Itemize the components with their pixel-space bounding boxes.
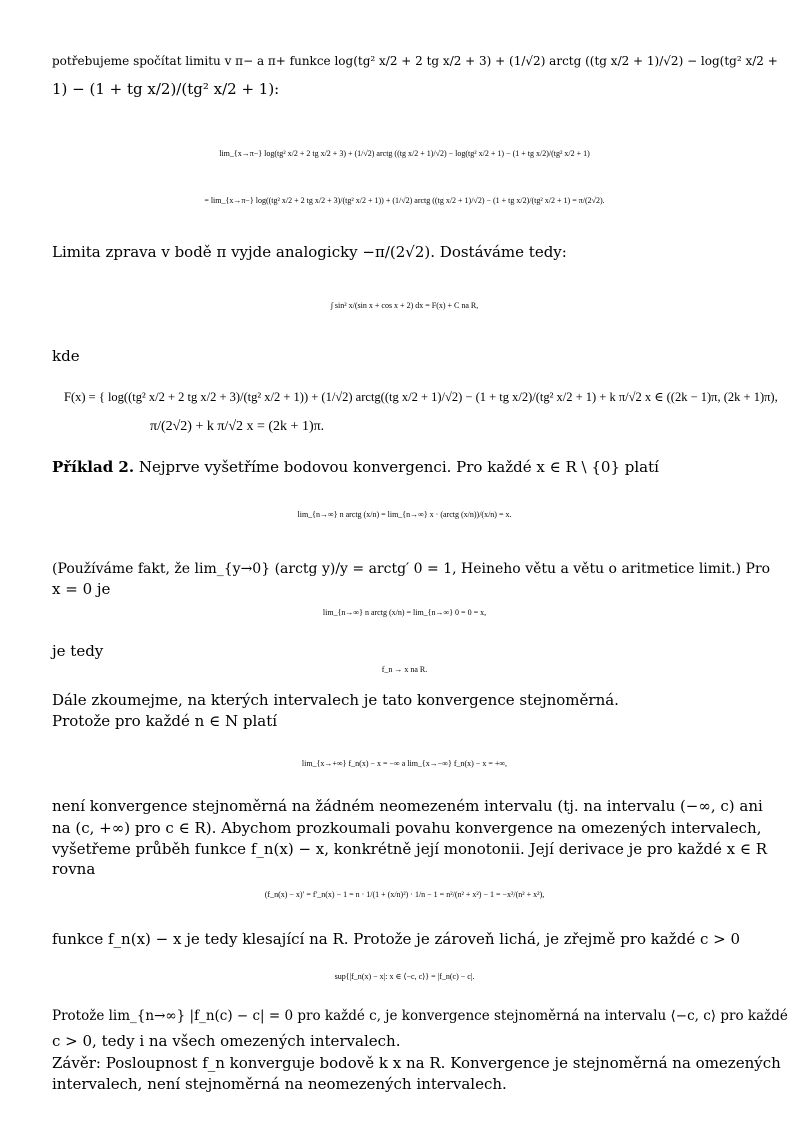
derivative-equation: (f_n(x) − x)′ = f′_n(x) − 1 = n · 1/(1 + (x/n)²) · 1/n − 1 = n²/(n² + x²) − 1 = −x²/(n² + x²), [264, 890, 545, 899]
zero-limit-equation: lim_{n→∞} n arctg (x/n) = lim_{n→∞} 0 = 0 = x, [322, 608, 487, 617]
text-span: Nejprve vyšetříme bodovou konvergenci. Pro každé x ∈ R \ {0} platí [138, 458, 659, 476]
text-line: Protože pro každé n ∈ N platí [52, 712, 278, 730]
piecewise-case-1: F(x) = { log((tg² x/2 + 2 tg x/2 + 3)/(tg² x/2 + 1)) + (1/√2) arctg((tg x/2 + 1)/√2) − (1 + tg x/2)/(tg² x/2 + 1) + k π/√2 x ∈ ((2k − 1)π, (2k + 1)π), [64, 390, 778, 404]
text-line: 1) − (1 + tg x/2)/(tg² x/2 + 1): [52, 80, 280, 98]
conclusion-line: Závěr: Posloupnost f_n konverguje bodově k x na R. Konvergence je stejnoměrná na omezených [52, 1054, 781, 1072]
text-line: Protože lim_{n→∞} |f_n(c) − c| = 0 pro každé c, je konvergence stejnoměrná na intervalu ⟨−c, c⟩ pro každé [52, 1008, 788, 1024]
example-heading: Příklad 2. [52, 458, 135, 476]
text-line: potřebujeme spočítat limitu v π− a π+ funkce log(tg² x/2 + 2 tg x/2 + 3) + (1/√2) arctg ((tg x/2 + 1)/√2) − log(tg² x/2 + [52, 54, 778, 68]
text-line: není konvergence stejnoměrná na žádném neomezeném intervalu (tj. na intervalu (−∞, c) ani [52, 797, 763, 815]
text-line: funkce f_n(x) − x je tedy klesající na R. Protože je zároveň lichá, je zřejmě pro každé c > 0 [52, 930, 741, 948]
text-line: Limita zprava v bodě π vyjde analogicky −π/(2√2). Dostáváme tedy: [52, 243, 567, 261]
piecewise-case-2: π/(2√2) + k π/√2 x = (2k + 1)π. [150, 419, 325, 434]
integral-equation: ∫ sin² x/(sin x + cos x + 2) dx = F(x) + C na R, [330, 301, 479, 310]
pointwise-limit-equation: lim_{n→∞} n arctg (x/n) = lim_{n→∞} x · (arctg (x/n))/(x/n) = x. [297, 510, 512, 519]
text-line: je tedy [52, 642, 104, 660]
infinite-limits-equation: lim_{x→+∞} f_n(x) − x = −∞ a lim_{x→−∞} f_n(x) − x = +∞, [301, 759, 508, 768]
text-line: c > 0, tedy i na všech omezených intervalech. [52, 1032, 401, 1050]
convergence-equation: f_n → x na R. [381, 665, 428, 674]
text-line: na (c, +∞) pro c ∈ R). Abychom prozkoumali povahu konvergence na omezených intervalech, [52, 819, 762, 837]
text-line: kde [52, 347, 80, 365]
example-paragraph [52, 458, 659, 476]
text-line: vyšetřeme průběh funkce f_n(x) − x, konkrétně její monotonii. Její derivace je pro každé x ∈ R [52, 840, 768, 858]
conclusion-line: intervalech, není stejnoměrná na neomezených intervalech. [52, 1075, 507, 1093]
text-line: (Používáme fakt, že lim_{y→0} (arctg y)/y = arctg′ 0 = 1, Heineho větu a větu o aritmetice limit.) Pro [52, 561, 771, 577]
supremum-equation: sup{|f_n(x) − x|: x ∈ ⟨−c, c⟩} = |f_n(c) − c|. [334, 972, 475, 981]
text-line: rovna [52, 860, 96, 878]
text-line: Dále zkoumejme, na kterých intervalech je tato konvergence stejnoměrná. [52, 691, 619, 709]
limit-equation-result: = lim_{x→π−} log((tg² x/2 + 2 tg x/2 + 3)/(tg² x/2 + 1)) + (1/√2) arctg ((tg x/2 + 1)/√2) − (1 + tg x/2)/(tg² x/2 + 1) = π/(2√2). [204, 196, 605, 205]
limit-equation: lim_{x→π−} log(tg² x/2 + 2 tg x/2 + 3) + (1/√2) arctg ((tg x/2 + 1)/√2) − log(tg² x/2 + 1) − (1 + tg x/2)/(tg² x/2 + 1) [219, 149, 590, 158]
text-line: x = 0 je [52, 580, 111, 598]
